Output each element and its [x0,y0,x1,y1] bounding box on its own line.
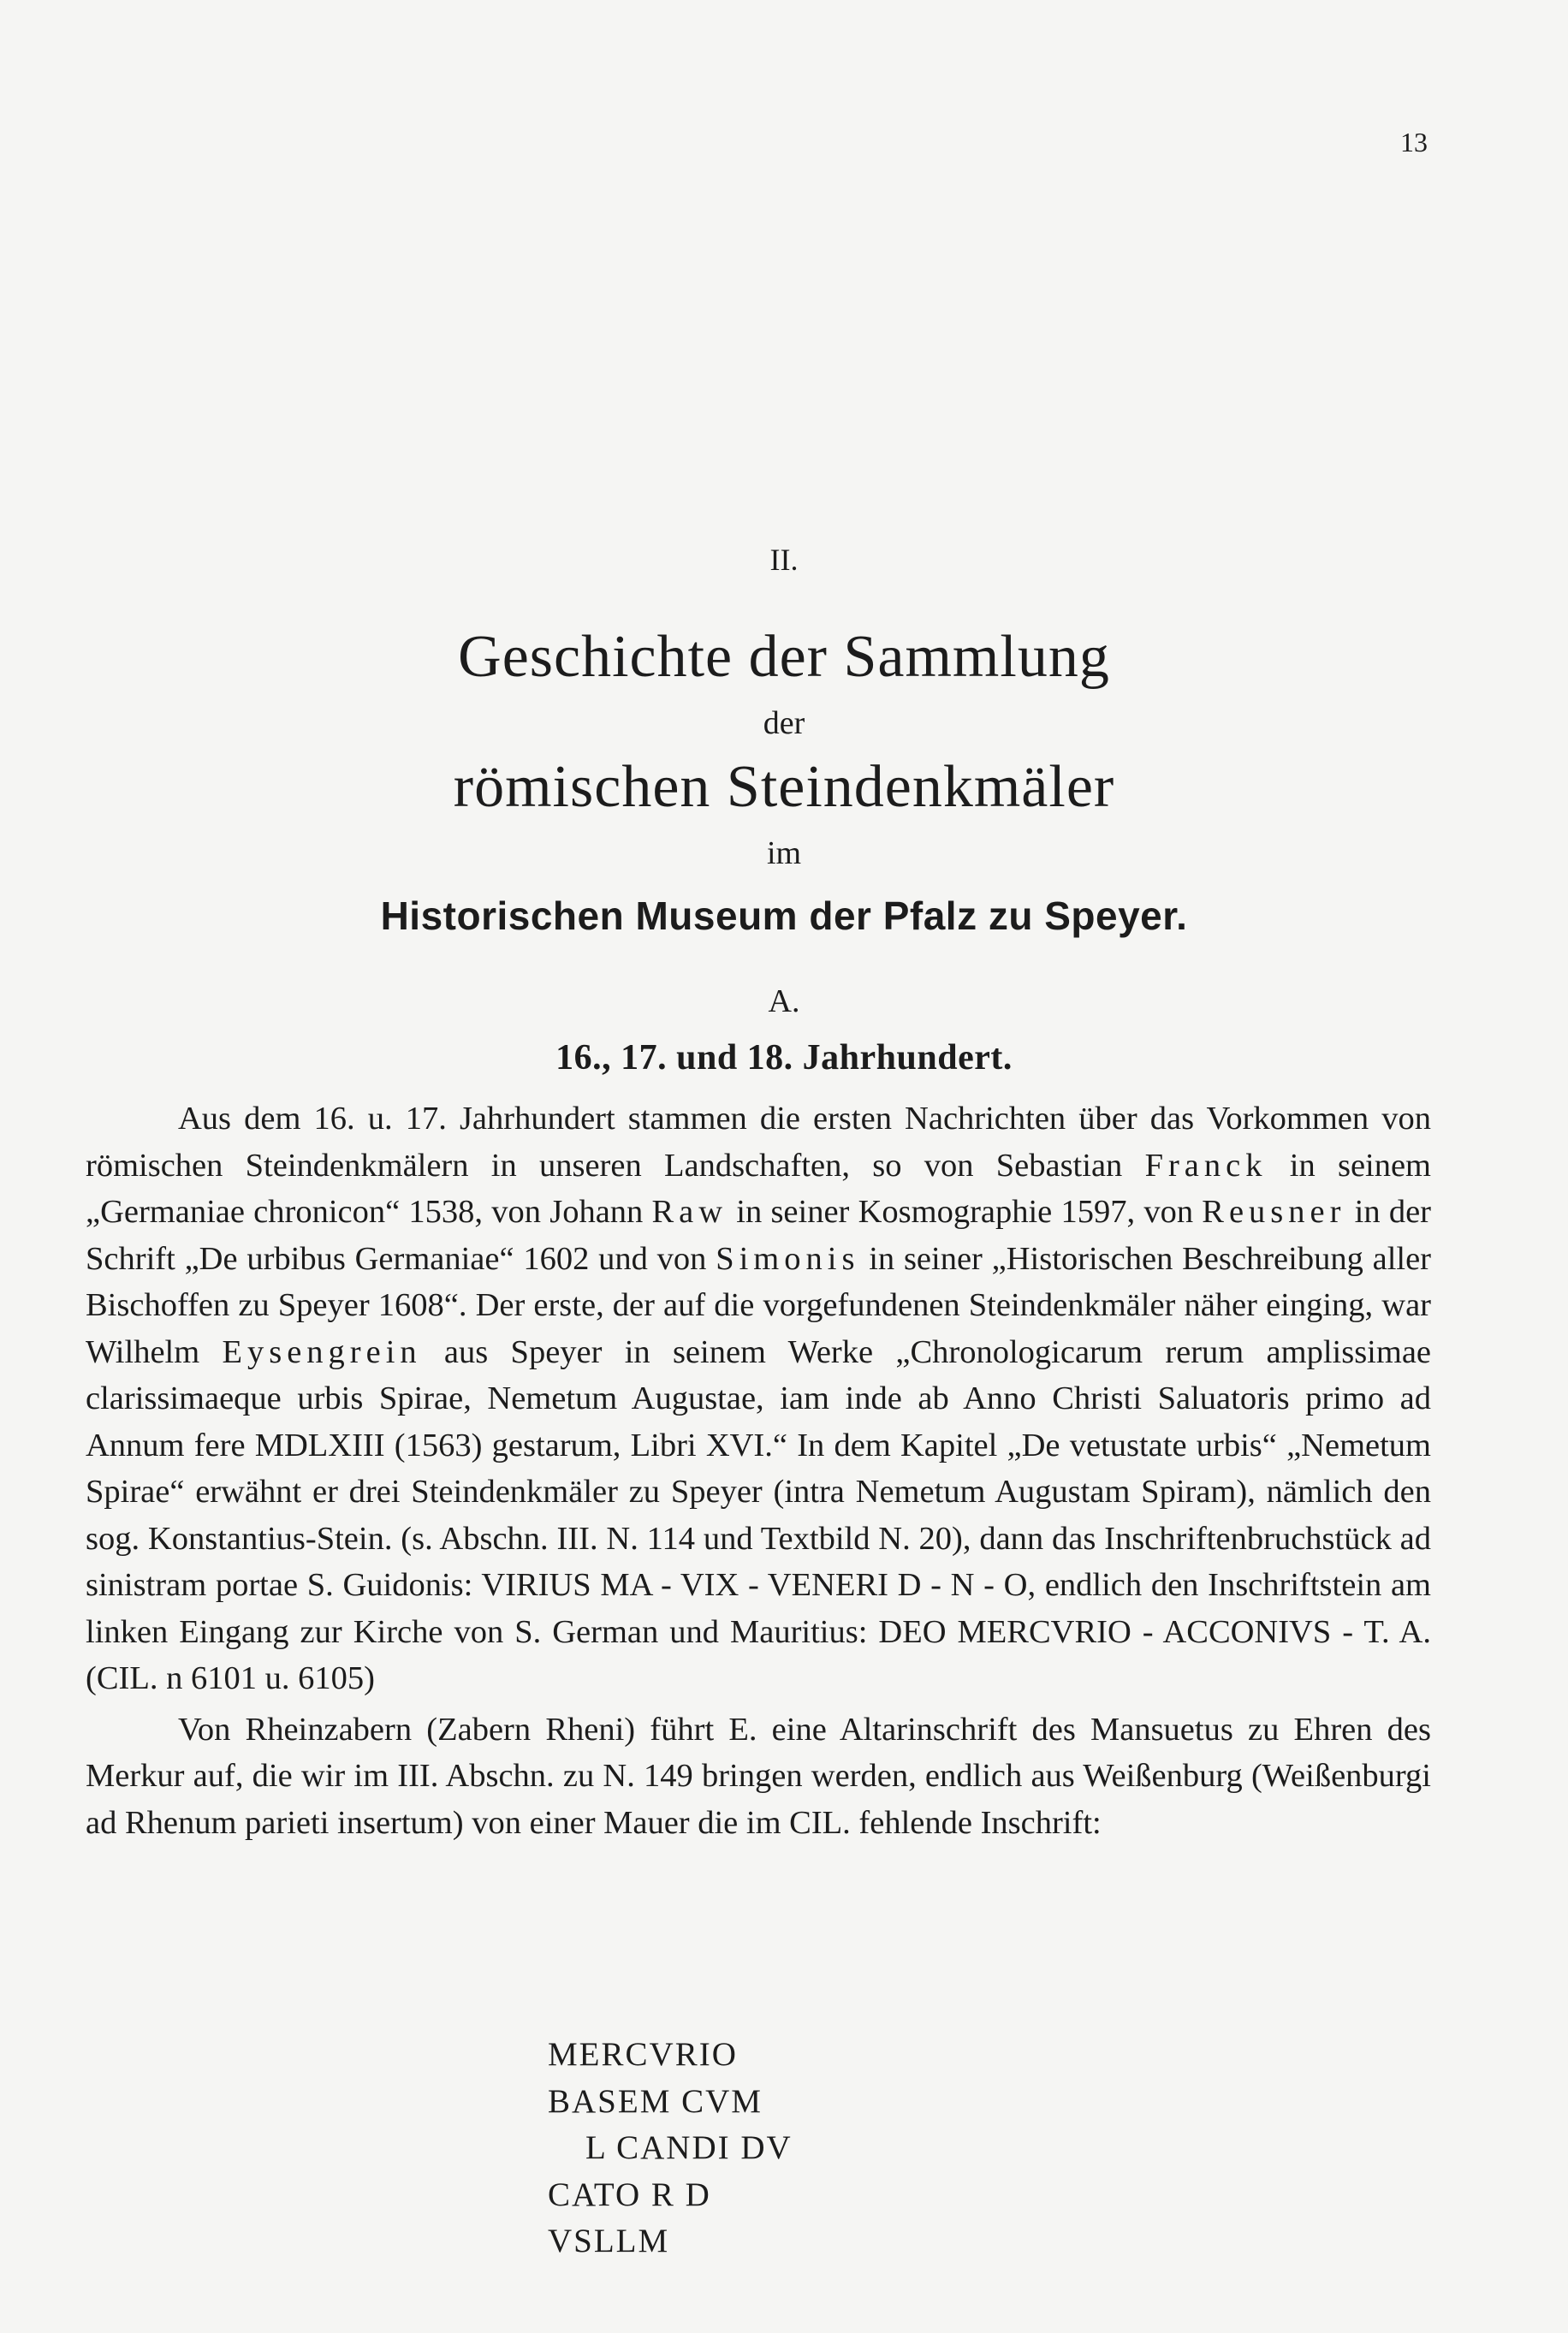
author-name-raw: Raw [651,1194,728,1230]
text-run: in seiner Kosmographie 1597, von [728,1194,1203,1230]
section-numeral: II. [769,543,799,577]
page-number: 13 [1400,127,1428,157]
paragraph-2: Von Rheinzabern (Zabern Rheni) führt E. eine Altarinschrift des Mansuetus zu Ehren des Merkur auf, die wir im III. Abschn. zu N. 149 bringen werden, endlich aus Weißenburg (Weißenburgi ad Rhenum parieti insertum) von einer Mauer die im CIL. fehlende Inschrift: [86,1711,1431,1841]
text-run: in der Schrift „De urbibus Germaniae“ 1602 und von [86,1194,1431,1277]
title-line-3: Historischen Museum der Pfalz zu Speyer. [380,893,1188,938]
title-connector-2: im [766,835,802,871]
title-line-2: römischen Steindenkmäler [453,754,1115,820]
text-run: in seiner „Historischen Beschreibung aller Bischoffen zu Speyer 1608“. Der erste, der auf die vorgefundenen Steindenkmäler näher einging, war Wilhelm [86,1240,1431,1370]
author-name-reusner: Reusner [1202,1194,1346,1230]
text-run: aus Speyer in seinem Werke „Chronologicarum rerum amplissimae clarissimaeque urbis Spirae, Nemetum Augustae, iam inde ab Anno Christi Saluatoris primo ad Annum fere MDLXIII (1563) gestarum, Libri XVI.“ In dem Kapitel „De vetustate urbis“ „Nemetum Spirae“ erwähnt er drei Steindenkmäler zu Speyer (intra Nemetum Augustam Spiram), nämlich den sog. Konstantius-Stein. (s. Abschn. III. N. 114 und Textbild N. 20), dann das Inschriftenbruchstück ad sinistram portae S. Guidonis: VIRIUS MA - VIX - VENERI D - N - O, endlich den Inschriftstein am linken Eingang zur Kirche von S. German und Mauritius: DEO MERCVRIO - ACCONIVS - T. A. (CIL. n 6101 u. 6105) [86,1333,1431,1696]
author-name-simonis: Simonis [716,1240,860,1277]
subsection-letter: A. [768,983,800,1019]
text-run: in seinem „Germaniae chronicon“ 1538, von Johann [86,1147,1432,1230]
inscription-line: BASEM CVM [548,2082,763,2120]
body-text [86,1095,1431,1846]
subsection-heading: 16., 17. und 18. Jahrhundert. [555,1038,1013,1077]
author-name-franck: Franck [1144,1147,1268,1184]
inscription-line: MERCVRIO [548,2036,738,2073]
inscription-line: VSLLM [548,2223,670,2259]
title-line-1: Geschichte der Sammlung [458,624,1110,690]
title-connector-1: der [763,705,805,741]
inscription-line: CATO R D [548,2176,711,2213]
paragraph-1 [86,1095,1431,1702]
author-name-eysengrein: Eysengrein [222,1333,422,1370]
inscription-line: L CANDI DV [585,2129,793,2166]
inscription-block [548,2032,793,2265]
text-run: Aus dem 16. u. 17. Jahrhundert stammen die ersten Nachrichten über das Vorkommen von römischen Steindenkmälern in unseren Landschaften, so von Sebastian [86,1101,1431,1184]
